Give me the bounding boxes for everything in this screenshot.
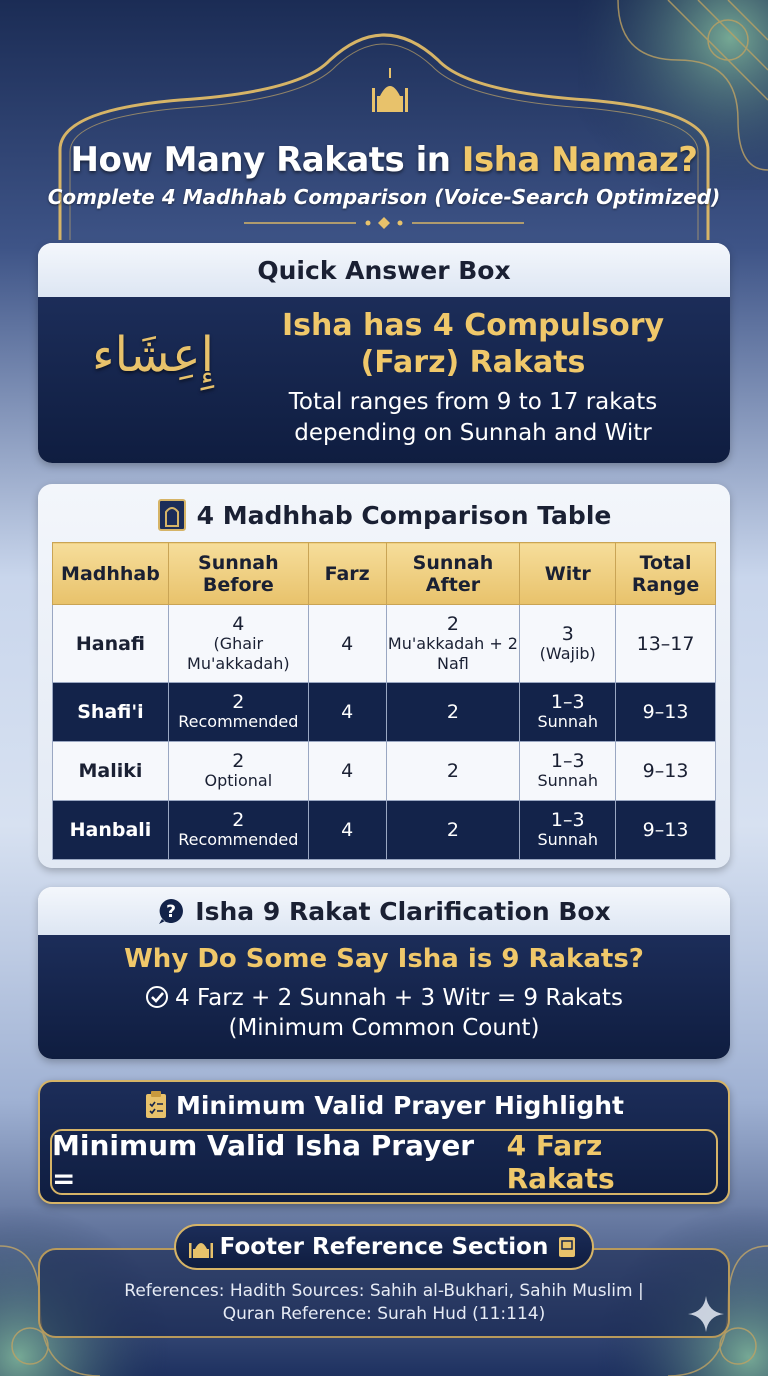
cell-before [168,683,308,742]
col-header: Total Range [616,543,716,605]
page-title [0,140,768,180]
title-text: How Many Rakats in [70,140,462,180]
note: Sunnah [537,830,598,849]
note: Recommended [178,830,299,849]
cell-before [168,605,308,683]
table-row [53,801,716,860]
quick-answer-heading: Quick Answer Box [38,243,730,297]
madhhab-table [52,542,716,860]
cell-total: 9–13 [616,801,716,860]
footer-heading [174,1224,594,1270]
page-subtitle: Complete 4 Madhhab Comparison (Voice-Search Optimized) [47,185,721,209]
cell-farz: 4 [308,801,386,860]
cell-farz: 4 [308,605,386,683]
cell-madhhab: Hanafi [53,605,169,683]
value: 3 [561,622,574,645]
sub-line-1: Total ranges from 9 to 17 rakats [288,389,658,415]
minimum-heading [40,1090,728,1120]
sparkle-icon [686,1294,726,1334]
table-row [53,605,716,683]
sub-line-2: depending on Sunnah and Witr [294,420,652,446]
main-line-2: (Farz) Rakats [360,345,586,380]
mosque-icon [188,1235,214,1259]
note: Mu'akkadah + 2 Nafl [387,633,518,673]
cell-before [168,742,308,801]
value: 2 [232,750,245,772]
minimum-prayer-highlight [38,1080,730,1204]
cell-farz: 4 [308,742,386,801]
cell-total: 13–17 [616,605,716,683]
header [0,0,768,240]
comparison-heading [38,484,730,540]
cell-witr [520,801,616,860]
main-line-1: Isha has 4 Compulsory [281,308,665,343]
clarification-heading [38,887,730,935]
col-header: Sunnah Before [168,543,308,605]
note: Sunnah [537,771,598,790]
svg-text:?: ? [166,902,177,922]
ornament-divider [244,216,524,230]
answer-line-1 [38,983,730,1013]
value: 2 [232,809,245,831]
comparison-table-card [38,484,730,868]
table-row [53,683,716,742]
quick-answer-main [253,307,693,381]
arabic-isha-calligraphy: إِعِشَاء [92,327,214,383]
table-row [53,742,716,801]
cell-total: 9–13 [616,683,716,742]
check-circle-icon [145,985,169,1009]
note: Recommended [178,712,299,731]
minimum-highlight: 4 Farz Rakats [506,1129,615,1195]
quick-answer-sub [253,387,693,449]
crescent-mosque-icon [334,48,434,126]
note: Sunnah [537,712,598,731]
cell-after: 2 [386,801,520,860]
clarification-body [38,935,730,1059]
cell-farz: 4 [308,683,386,742]
answer-line-2: (Minimum Common Count) [228,1015,540,1041]
note: (Wajib) [539,643,596,663]
cell-after: 2 [386,683,520,742]
col-header: Sunnah After [386,543,520,605]
value: 1–3 [550,809,585,831]
quick-answer-box [38,243,730,463]
prayer-mat-icon [157,498,187,532]
cell-witr [520,605,616,683]
cell-after: 2 [386,742,520,801]
col-header: Witr [520,543,616,605]
minimum-statement [50,1129,718,1195]
footer-references [60,1280,708,1326]
answer-line-1-text: 4 Farz + 2 Sunnah + 3 Witr = 9 Rakats [175,985,623,1011]
value: 2 [446,612,459,635]
value: 1–3 [550,691,585,713]
cell-total: 9–13 [616,742,716,801]
note: (Ghair Mu'akkadah) [187,633,290,673]
question-icon [157,897,185,925]
col-header: Farz [308,543,386,605]
cell-madhhab: Hanbali [53,801,169,860]
cell-witr [520,742,616,801]
quran-icon [554,1235,580,1259]
value: 4 [232,612,245,635]
clipboard-icon [144,1090,168,1120]
clarification-box [38,887,730,1059]
quick-answer-body [38,297,730,463]
footer-line-1: References: Hadith Sources: Sahih al-Bukhari, Sahih Muslim | [124,1281,644,1301]
cell-before [168,801,308,860]
minimum-text: Minimum Valid Isha Prayer = [52,1129,475,1195]
cell-madhhab: Shafi'i [53,683,169,742]
footer-heading-text: Footer Reference Section [219,1234,549,1260]
clarification-answer [38,983,730,1043]
cell-after [386,605,520,683]
note: Optional [204,771,273,790]
cell-witr [520,683,616,742]
value: 2 [232,691,245,713]
minimum-heading-text: Minimum Valid Prayer Highlight [175,1090,624,1120]
comparison-heading-text: 4 Madhhab Comparison Table [196,500,612,530]
clarification-heading-text: Isha 9 Rakat Clarification Box [195,896,611,926]
table-header-row [53,543,716,605]
clarification-question: Why Do Some Say Isha is 9 Rakats? [124,944,644,974]
cell-madhhab: Maliki [53,742,169,801]
value: 1–3 [550,750,585,772]
title-highlight: Isha Namaz? [461,140,698,180]
col-header: Madhhab [53,543,169,605]
footer-line-2: Quran Reference: Surah Hud (11:114) [222,1304,546,1324]
